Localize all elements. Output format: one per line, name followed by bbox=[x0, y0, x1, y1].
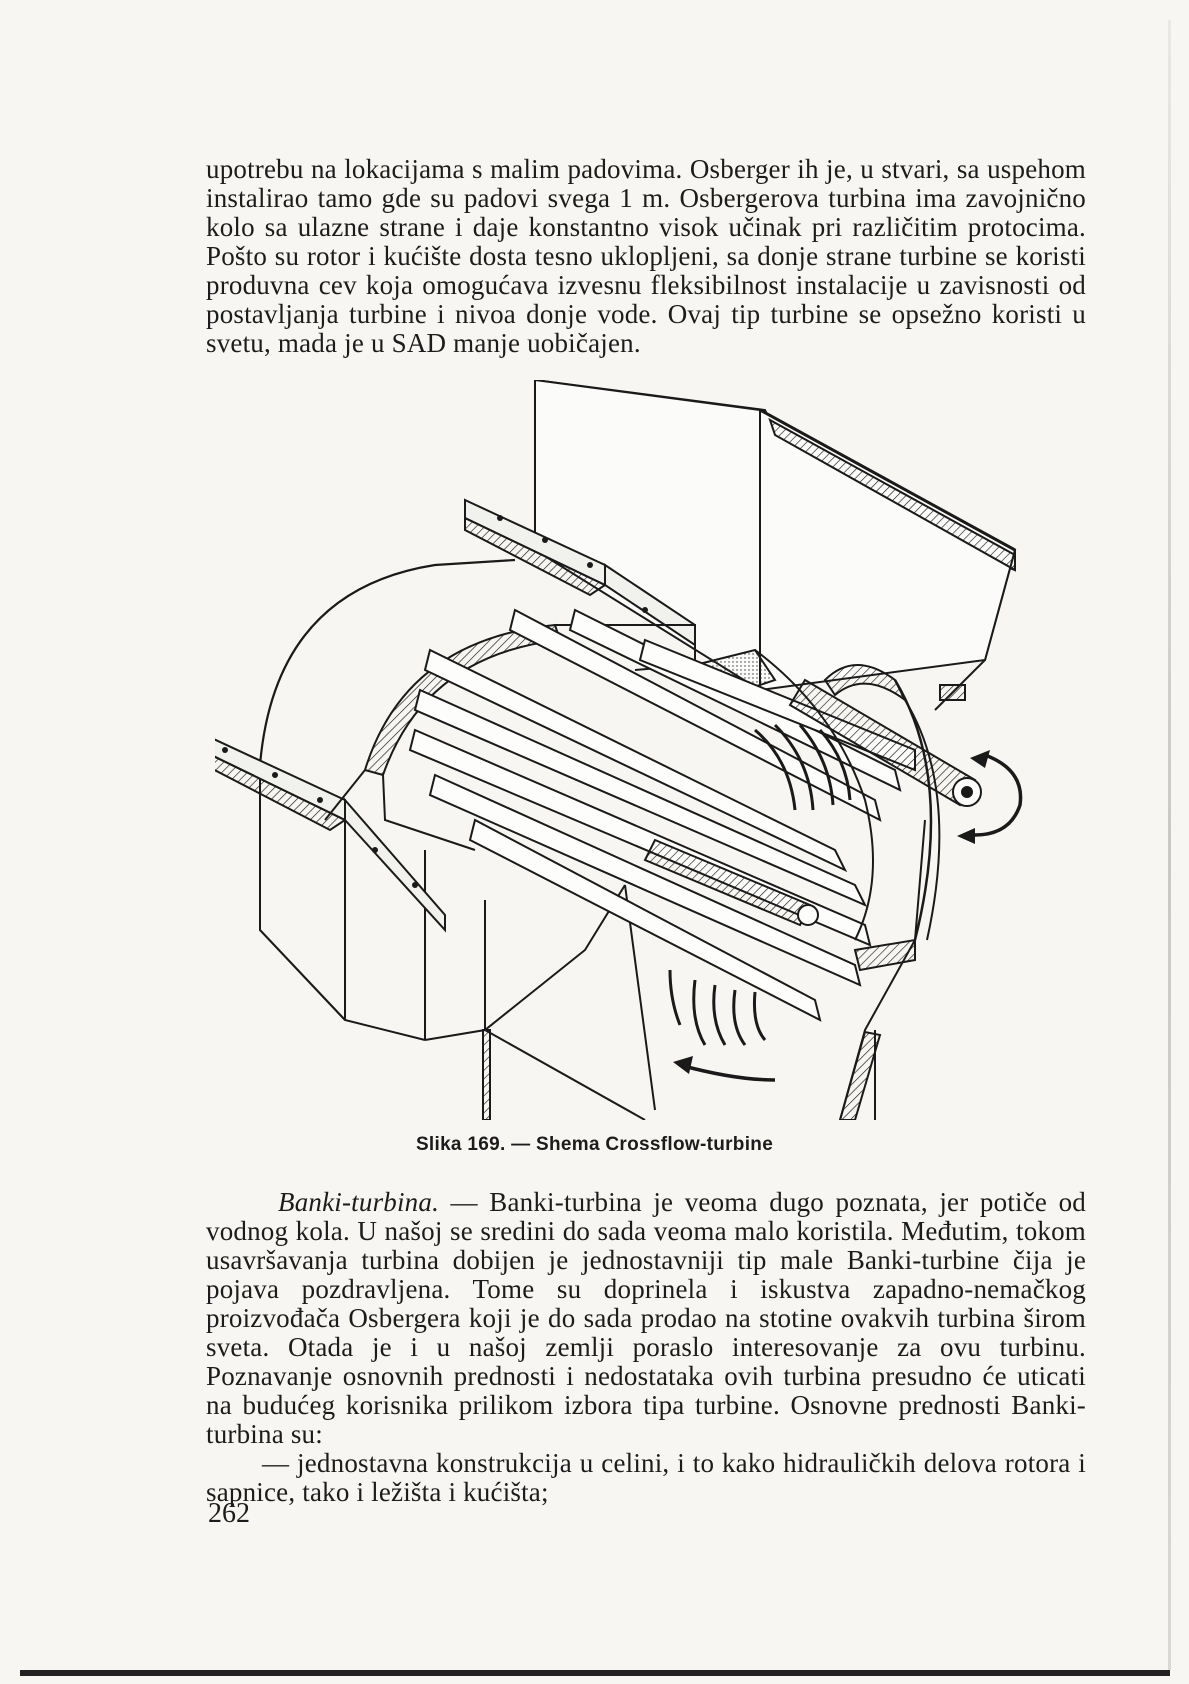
section-title: Banki-turbina. bbox=[278, 1187, 440, 1217]
top-paragraph: upotrebu na lokacijama s malim padovima. Osberger ih je, u stvari, sa uspehom instalirao tamo gde su padovi svega 1 m. Osbergerova turbina ima zavojnično kolo sa ulazne strane i daje konstantno visok učinak pri različitim protocima. Pošto su rotor i kućište dosta tesno uklopljeni, sa donje strane turbine se koristi produvna cev koja omogućava izvesnu fleksibilnost instalacije u zavisnosti od postavljanja turbine i nivoa donje vode. Ovaj tip turbine se opsežno koristi u svetu, mada je u SAD manje uobičajen. bbox=[206, 154, 1086, 358]
scan-bottom-edge bbox=[20, 1670, 1170, 1676]
flow-arrow-icon bbox=[673, 1056, 775, 1080]
scan-right-edge bbox=[1168, 20, 1171, 1670]
nozzle-shroud bbox=[325, 625, 775, 850]
crossflow-turbine-figure bbox=[215, 380, 1075, 1120]
list-item: — jednostavna konstrukcija u celini, i to kako hidrauličkih delova rotora i sapnice, tako i ležišta i kućišta; bbox=[206, 1448, 1086, 1507]
figure-caption: Slika 169. — Shema Crossflow-turbine bbox=[415, 1134, 774, 1155]
section-body: — Banki-turbina je veoma dugo poznata, jer potiče od vodnog kola. U našoj se sredini do sada veoma malo koristila. Međutim, tokom usavršavanja turbina dobijen je jednostavniji tip male Banki-turbine čija je pojava pozdravljena. Tome su doprinela i iskustva zapadno-nemačkog proizvođača Osbergera koji je do sada prodao na stotine ovakvih turbina širom sveta. Otada je i u našoj zemlji poraslo interesovanje za ovu turbinu. Poznavanje osnovnih prednosti i nedostataka ovih turbina presudno će uticati na budućeg korisnika prilikom izbora tipa turbine. Osnovne prednosti Banki-turbina su: bbox=[206, 1187, 1086, 1449]
page-number: 262 bbox=[208, 1498, 250, 1529]
section-paragraph bbox=[206, 1188, 1086, 1507]
